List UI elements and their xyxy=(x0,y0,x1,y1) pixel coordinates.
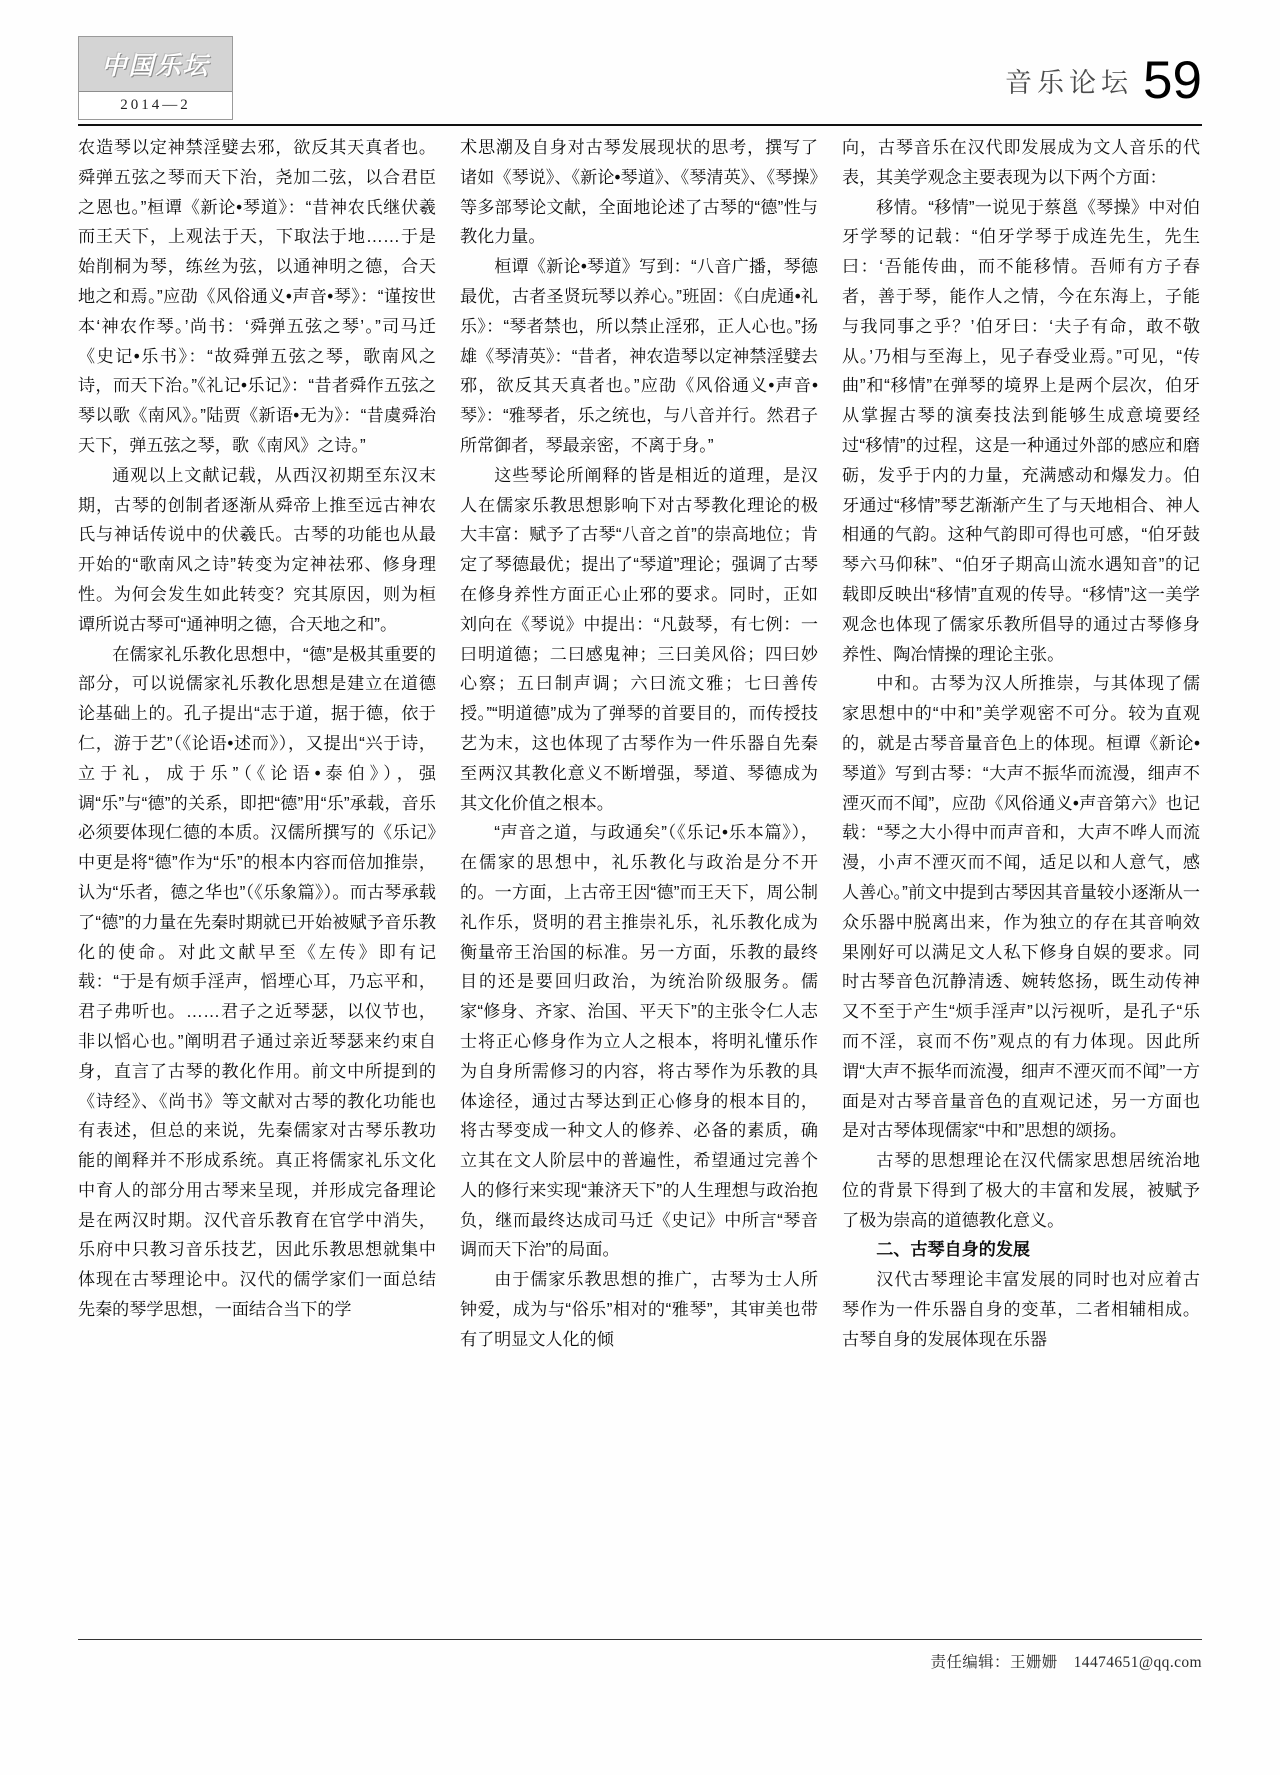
column-3 xyxy=(842,133,1200,1633)
editor-email: 14474651@qq.com xyxy=(1073,1654,1202,1671)
responsible-editor: 责任编辑：王姗姗 xyxy=(930,1654,1058,1671)
paragraph: 桓谭《新论•琴道》写到：“八音广播，琴德最优，古者圣贤玩琴以养心。”班固：《白虎通•礼乐》：“琴者禁也，所以禁止淫邪，正人心也。”扬雄《琴清英》：“昔者，神农造琴以定神禁淫嬖去邪，欲反其天真者也。”应劭《风俗通义•声音•琴》：“雅琴者，乐之统也，与八音并行。然君子所常御者，琴最亲密，不离于身。” xyxy=(460,257,818,455)
paragraph: 汉代古琴理论丰富发展的同时也对应着古琴作为一件乐器自身的变革，二者相辅相成。古琴自身的发展体现在乐器 xyxy=(842,1270,1200,1349)
header-right-group xyxy=(1005,48,1202,110)
page-footer xyxy=(78,1650,1202,1672)
page-number: 59 xyxy=(1143,51,1202,110)
paragraph: 在儒家礼乐教化思想中，“德”是极其重要的部分，可以说儒家礼乐教化思想是建立在道德论基础上的。孔子提出“志于道，据于德，依于仁，游于艺”（《论语•述而》），又提出“兴于诗，立于礼，成于乐”（《论语•泰伯》），强调“乐”与“德”的关系，即把“德”用“乐”承载，音乐必须要体现仁德的本质。汉儒所撰写的《乐记》中更是将“德”作为“乐”的根本内容而倍加推崇，认为“乐者，德之华也”（《乐象篇》）。而古琴承载了“德”的力量在先秦时期就已开始被赋予音乐教化的使命。对此文献早至《左传》即有记载：“于是有烦手淫声，慆堙心耳，乃忘平和，君子弗听也。……君子之近琴瑟，以仪节也，非以慆心也。”阐明君子通过亲近琴瑟来约束自身，直言了古琴的教化作用。前文中所提到的《诗经》、《尚书》等文献对古琴的教化功能也有表述，但总的来说，先秦儒家对古琴乐教功能的阐释并不形成系统。真正将儒家礼乐文化中育人的部分用古琴来呈现，并形成完备理论是在两汉时期。汉代音乐教育在官学中消失，乐府中只教习音乐技艺，因此乐教思想就集中体现在古琴理论中。汉代的儒学家们一面总结先秦的琴学思想，一面结合当下的学 xyxy=(78,644,436,1320)
column-1 xyxy=(78,133,436,1633)
journal-issue: 2014—2 xyxy=(79,92,232,119)
paragraph: 通观以上文献记载，从西汉初期至东汉末期，古琴的创制者逐渐从舜帝上推至远古神农氏与神话传说中的伏羲氏。古琴的功能也从最开始的“歌南风之诗”转变为定神祛邪、修身理性。为何会发生如此转变？究其原因，则为桓谭所说古琴可“通神明之德，合天地之和”。 xyxy=(78,465,436,634)
paragraph: 中和。古琴为汉人所推崇，与其体现了儒家思想中的“中和”美学观密不可分。较为直观的，就是古琴音量音色上的体现。桓谭《新论•琴道》写到古琴：“大声不振华而流漫，细声不湮灭而不闻”，应劭《风俗通义•声音第六》也记载：“琴之大小得中而声音和，大声不哗人而流漫，小声不湮灭而不闻，适足以和人意气，感人善心。”前文中提到古琴因其音量较小逐渐从一众乐器中脱离出来，作为独立的存在其音响效果刚好可以满足文人私下修身自娱的要求。同时古琴音色沉静清透、婉转悠扬，既生动传神又不至于产生“烦手淫声”以污视听，是孔子“乐而不淫，哀而不伤”观点的有力体现。因此所谓“大声不振华而流漫，细声不湮灭而不闻”一方面是对古琴音量音色的直观记述，另一方面也是对古琴体现儒家“中和”思想的颂扬。 xyxy=(842,674,1200,1141)
column-2 xyxy=(460,133,818,1633)
journal-logo: 中国乐坛 xyxy=(79,37,232,92)
section-heading: 二、古琴自身的发展 xyxy=(876,1240,1031,1260)
paragraph: 术思潮及自身对古琴发展现状的思考，撰写了诸如《琴说》、《新论•琴道》、《琴清英》、《琴操》等多部琴论文献，全面地论述了古琴的“德”性与教化力量。 xyxy=(460,138,818,247)
paragraph: “声音之道，与政通矣”（《乐记•乐本篇》），在儒家的思想中，礼乐教化与政治是分不开的。一方面，上古帝王因“德”而王天下，周公制礼作乐，贤明的君主推崇礼乐，礼乐教化成为衡量帝王治国的标准。另一方面，乐教的最终目的还是要回归政治，为统治阶级服务。儒家“修身、齐家、治国、平天下”的主张令仁人志士将正心修身作为立人之根本，将明礼懂乐作为自身所需修习的内容，将古琴作为乐教的具体途径，通过古琴达到正心修身的根本目的，将古琴变成一种文人的修养、必备的素质，确立其在文人阶层中的普遍性，希望通过完善个人的修行来实现“兼济天下”的人生理想与政治抱负，继而最终达成司马迁《史记》中所言“琴音调而天下治”的局面。 xyxy=(460,823,818,1260)
paragraph: 由于儒家乐教思想的推广，古琴为士人所钟爱，成为与“俗乐”相对的“雅琴”，其审美也带有了明显文人化的倾 xyxy=(460,1270,818,1349)
paragraph: 这些琴论所阐释的皆是相近的道理，是汉人在儒家乐教思想影响下对古琴教化理论的极大丰富：赋予了古琴“八音之首”的崇高地位；肯定了琴德最优；提出了“琴道”理论；强调了古琴在修身养性方面正心止邪的要求。同时，正如刘向在《琴说》中提出：“凡鼓琴，有七例：一曰明道德；二曰感鬼神；三曰美风俗；四曰妙心察；五曰制声调；六曰流文雅；七曰善传授。”“明道德”成为了弹琴的首要目的，而传授技艺为末，这也体现了古琴作为一件乐器自先秦至两汉其教化意义不断增强，琴道、琴德成为其文化价值之根本。 xyxy=(460,465,818,813)
header-rule xyxy=(78,124,1202,126)
paragraph: 向，古琴音乐在汉代即发展成为文人音乐的代表，其美学观念主要表现为以下两个方面： xyxy=(842,138,1200,187)
journal-masthead xyxy=(78,36,233,120)
page-header xyxy=(78,32,1202,120)
paragraph: 古琴的思想理论在汉代儒家思想居统治地位的背景下得到了极大的丰富和发展，被赋予了极为崇高的道德教化意义。 xyxy=(842,1151,1200,1230)
article-body xyxy=(78,133,1202,1633)
paragraph: 移情。“移情”一说见于蔡邕《琴操》中对伯牙学琴的记载：“伯牙学琴于成连先生，先生曰：‘吾能传曲，而不能移情。吾师有方子春者，善于琴，能作人之情，今在东海上，子能与我同事之乎？’伯牙曰：‘夫子有命，敢不敬从。’乃相与至海上，见子春受业焉。”可见，“传曲”和“移情”在弹琴的境界上是两个层次，伯牙从掌握古琴的演奏技法到能够生成意境要经过“移情”的过程，这是一种通过外部的感应和磨砺，发乎于内的力量，充满感动和爆发力。伯牙通过“移情”琴艺渐渐产生了与天地相合、神人相通的气韵。这种气韵即可得也可感，“伯牙鼓琴六马仰秣”、“伯牙子期高山流水遇知音”的记载即反映出“移情”直观的传导。“移情”这一美学观念也体现了儒家乐教所倡导的通过古琴修身养性、陶冶情操的理论主张。 xyxy=(842,197,1200,664)
section-title: 音乐论坛 xyxy=(1005,68,1134,98)
paragraph: 农造琴以定神禁淫嬖去邪，欲反其天真者也。舜弹五弦之琴而天下治，尧加二弦，以合君臣之恩也。”桓谭《新论•琴道》：“昔神农氏继伏羲而王天下，上观法于天，下取法于地……于是始削桐为琴，练丝为弦，以通神明之德，合天地之和焉。”应劭《风俗通义•声音•琴》：“谨按世本‘神农作琴。’尚书：‘舜弹五弦之琴’。”司马迁《史记•乐书》：“故舜弹五弦之琴，歌南风之诗，而天下治。”《礼记•乐记》：“昔者舜作五弦之琴以歌《南风》。”陆贾《新语•无为》：“昔虞舜治天下，弹五弦之琴，歌《南风》之诗。” xyxy=(78,138,436,455)
footer-rule xyxy=(78,1639,1202,1640)
